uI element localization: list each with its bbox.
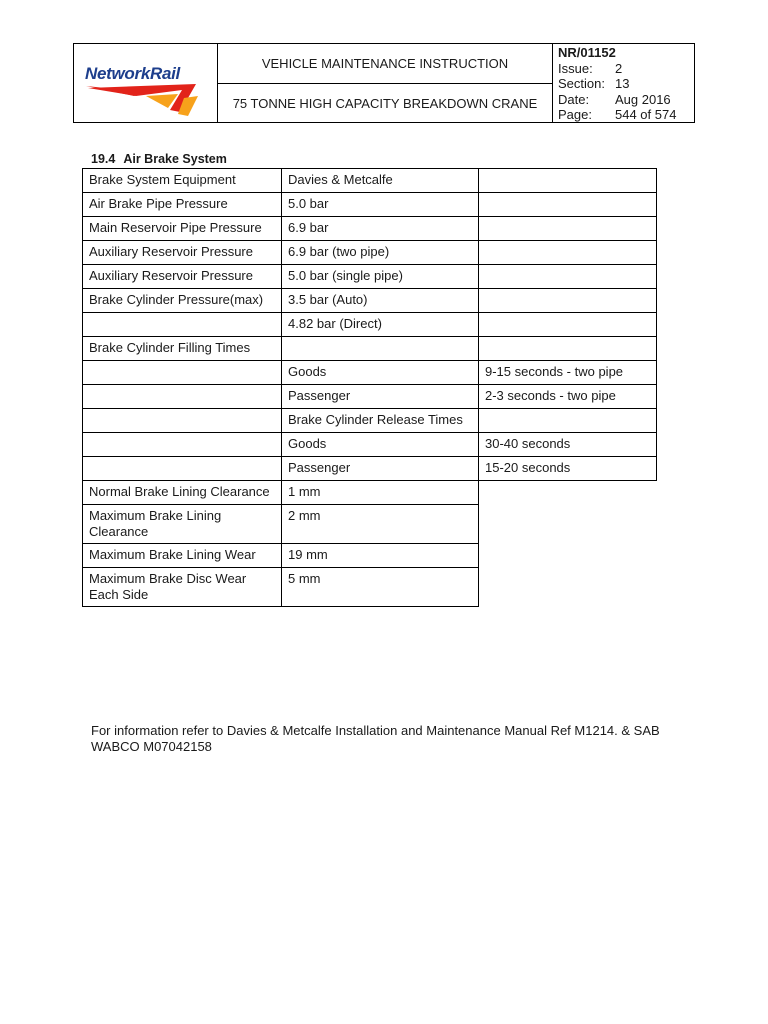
reference-footnote: For information refer to Davies & Metcalfe Installation and Maintenance Manual Ref M1214. & SAB WABCO M07042158 [91, 723, 660, 754]
table-cell: 5.0 bar (single pipe) [282, 265, 479, 289]
table-row [83, 505, 657, 544]
table-cell [479, 289, 657, 313]
table-row [83, 361, 657, 385]
table-row [83, 433, 657, 457]
table-cell: Normal Brake Lining Clearance [83, 481, 282, 505]
network-rail-logo: NetworkRail [85, 64, 180, 83]
table-cell: 6.9 bar (two pipe) [282, 241, 479, 265]
table-cell [479, 217, 657, 241]
issue-row [558, 61, 694, 77]
table-cell: 2-3 seconds - two pipe [479, 385, 657, 409]
table-cell: Maximum Brake Lining Wear [83, 544, 282, 568]
table-cell: Maximum Brake Disc Wear Each Side [83, 568, 282, 607]
table-cell: 2 mm [282, 505, 479, 544]
section-heading [91, 152, 227, 166]
air-brake-table-body [83, 169, 657, 607]
table-cell [83, 313, 282, 337]
table-cell: 5 mm [282, 568, 479, 607]
table-row [83, 217, 657, 241]
table-cell: 15-20 seconds [479, 457, 657, 481]
table-cell: Brake Cylinder Filling Times [83, 337, 282, 361]
table-cell [479, 193, 657, 217]
page-label: Page: [558, 107, 592, 122]
document-header [73, 43, 695, 123]
table-blank [479, 481, 657, 505]
issue-label: Issue: [558, 60, 593, 76]
section-value: 13 [615, 76, 630, 91]
logo-cell [74, 44, 218, 122]
table-row [83, 289, 657, 313]
table-cell: Goods [282, 361, 479, 385]
table-blank [479, 568, 657, 607]
title-cell [218, 44, 553, 122]
table-cell: 19 mm [282, 544, 479, 568]
table-cell [83, 433, 282, 457]
table-cell: 30-40 seconds [479, 433, 657, 457]
table-cell [282, 337, 479, 361]
table-cell: 3.5 bar (Auto) [282, 289, 479, 313]
table-cell: 1 mm [282, 481, 479, 505]
table-cell: Brake Cylinder Pressure(max) [83, 289, 282, 313]
table-blank [479, 544, 657, 568]
table-cell: 5.0 bar [282, 193, 479, 217]
table-cell [479, 169, 657, 193]
table-row [83, 544, 657, 568]
table-cell: Main Reservoir Pipe Pressure [83, 217, 282, 241]
document-type-title: VEHICLE MAINTENANCE INSTRUCTION [218, 44, 552, 84]
table-cell: Air Brake Pipe Pressure [83, 193, 282, 217]
table-cell: Passenger [282, 385, 479, 409]
table-row [83, 169, 657, 193]
page-row [558, 107, 694, 123]
table-row [83, 385, 657, 409]
table-row [83, 337, 657, 361]
table-cell [479, 313, 657, 337]
table-row [83, 409, 657, 433]
table-cell: Maximum Brake Lining Clearance [83, 505, 282, 544]
section-title: Air Brake System [123, 152, 227, 166]
section-label: Section: [558, 76, 605, 91]
section-row [558, 76, 694, 92]
table-row [83, 241, 657, 265]
table-cell [83, 409, 282, 433]
table-cell [479, 241, 657, 265]
section-number: 19.4 [91, 152, 116, 166]
table-row [83, 193, 657, 217]
document-subject-title: 75 TONNE HIGH CAPACITY BREAKDOWN CRANE [232, 95, 538, 111]
table-row [83, 313, 657, 337]
table-cell [83, 361, 282, 385]
table-cell [479, 265, 657, 289]
table-cell: Brake Cylinder Release Times [282, 409, 479, 433]
document-reference: NR/01152 [558, 45, 616, 60]
table-cell: Passenger [282, 457, 479, 481]
table-row [83, 457, 657, 481]
table-row [83, 265, 657, 289]
date-value: Aug 2016 [615, 91, 671, 107]
document-metadata [553, 44, 694, 122]
table-cell: 6.9 bar [282, 217, 479, 241]
table-row [83, 568, 657, 607]
issue-value: 2 [615, 60, 623, 76]
table-blank [479, 505, 657, 544]
table-cell [479, 409, 657, 433]
table-cell [479, 337, 657, 361]
table-cell [83, 385, 282, 409]
table-cell: Auxiliary Reservoir Pressure [83, 265, 282, 289]
table-cell: Auxiliary Reservoir Pressure [83, 241, 282, 265]
date-label: Date: [558, 91, 590, 107]
air-brake-table [82, 168, 657, 607]
date-row [558, 92, 694, 108]
page-value: 544 of 574 [615, 107, 677, 122]
table-cell: 4.82 bar (Direct) [282, 313, 479, 337]
table-cell [83, 457, 282, 481]
table-cell: Davies & Metcalfe [282, 169, 479, 193]
table-cell: Brake System Equipment [83, 169, 282, 193]
table-row [83, 481, 657, 505]
table-cell: 9-15 seconds - two pipe [479, 361, 657, 385]
table-cell: Goods [282, 433, 479, 457]
network-rail-swoosh-icon [84, 82, 202, 118]
